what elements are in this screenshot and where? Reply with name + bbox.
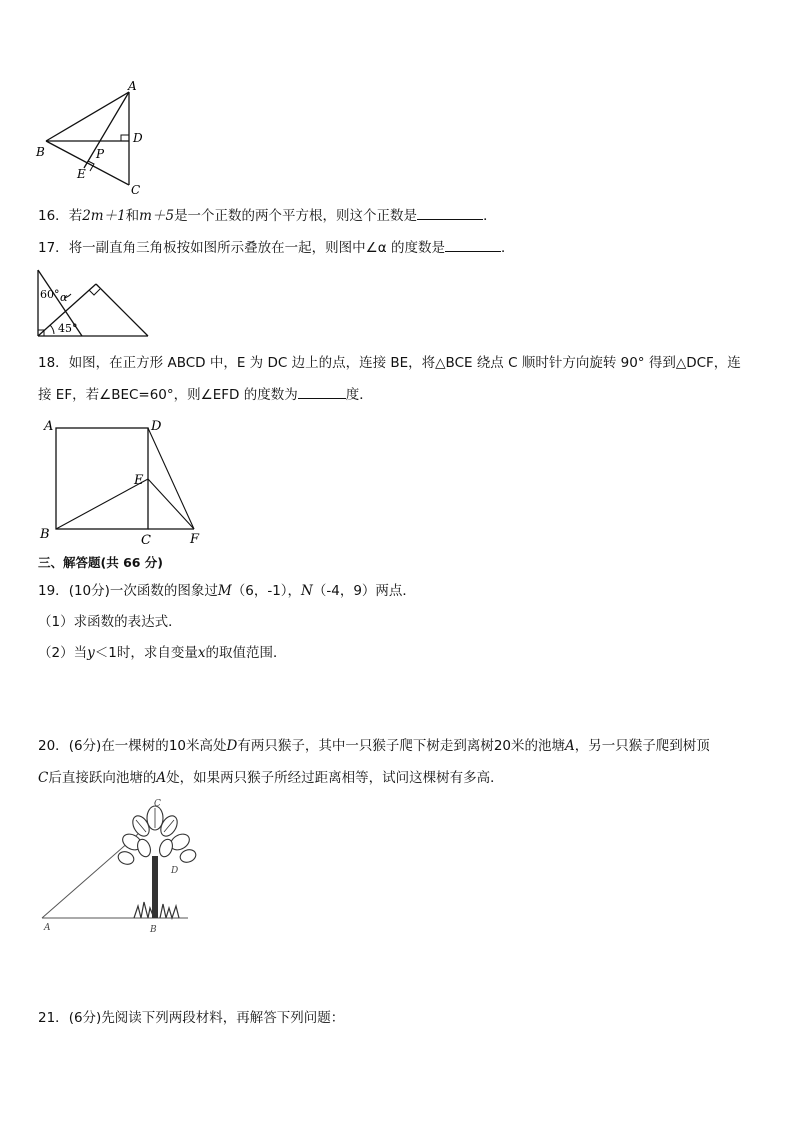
label-b: B: [40, 527, 50, 542]
label-a: A: [44, 923, 51, 933]
expression: m＋5: [139, 208, 175, 224]
score: (6分): [68, 738, 102, 754]
question-number: 18．: [38, 355, 69, 371]
question-number: 19．: [38, 583, 69, 599]
label-alpha: α: [60, 291, 68, 304]
question-18-line-2: 接 EF，若∠BEC=60°，则∠EFD 的度数为 度．: [38, 384, 373, 405]
question-20-line-2: C后直接跃向池塘的A处，如果两只猴子所经过距离相等，试问这棵树有多高．: [38, 770, 504, 786]
question-number: 20．: [38, 738, 69, 754]
section-title: 三、解答题(共 66 分): [38, 555, 164, 570]
label-c: C: [154, 799, 161, 809]
question-16: 16．若2m＋1和m＋5是一个正数的两个平方根，则这个正数是 ．: [38, 205, 497, 226]
question-17: 17．将一副直角三角板按如图所示叠放在一起，则图中∠α 的度数是 ．: [38, 237, 514, 258]
answer-blank[interactable]: [417, 205, 483, 220]
label-e: E: [134, 473, 144, 488]
score: (6分): [68, 1010, 102, 1026]
label-45-degree: 45°: [58, 322, 78, 335]
question-18-line-1: 18．如图，在正方形 ABCD 中，E 为 DC 边上的点，连接 BE，将△BCE 绕点 C 顺时针方向旋转 90° 得到△DCF，连: [38, 355, 741, 371]
label-c: C: [141, 533, 151, 546]
question-19-part-1: （1）求函数的表达式．: [38, 614, 182, 630]
figure-square-abcd: [36, 416, 206, 546]
answer-blank[interactable]: [298, 384, 346, 399]
question-20-line-1: 20．(6分)在一棵树的10米高处D有两只猴子，其中一只猴子爬下树走到离树20米的池塘A，另一只猴子爬到树顶: [38, 738, 710, 754]
label-a: A: [44, 419, 54, 434]
question-21: 21．(6分)先阅读下列两段材料，再解答下列问题：: [38, 1010, 345, 1026]
label-a: A: [128, 79, 137, 93]
score: (10分): [68, 583, 110, 599]
label-c: C: [131, 183, 141, 196]
question-19: 19．(10分)一次函数的图象过M（6，-1），N（-4，9）两点．: [38, 583, 416, 599]
label-d: D: [151, 419, 162, 434]
question-number: 16．: [38, 208, 69, 224]
label-d: D: [133, 131, 143, 145]
figure-triangle-abc: [30, 78, 160, 196]
label-p: P: [96, 147, 105, 161]
answer-blank[interactable]: [445, 237, 501, 252]
label-e: E: [77, 167, 86, 181]
label-b: B: [150, 925, 157, 935]
tree-trunk: [152, 856, 158, 918]
label-b: B: [36, 145, 45, 159]
figure-set-squares: [36, 268, 152, 340]
question-number: 21．: [38, 1010, 69, 1026]
question-number: 17．: [38, 240, 69, 256]
label-d: D: [171, 866, 179, 876]
label-f: F: [190, 532, 200, 546]
expression: 2m＋1: [82, 208, 126, 224]
label-60-degree: 60°: [40, 288, 60, 301]
figure-tree-monkeys: [38, 796, 218, 936]
question-19-part-2: （2）当y＜1时，求自变量x的取值范围．: [38, 645, 287, 661]
